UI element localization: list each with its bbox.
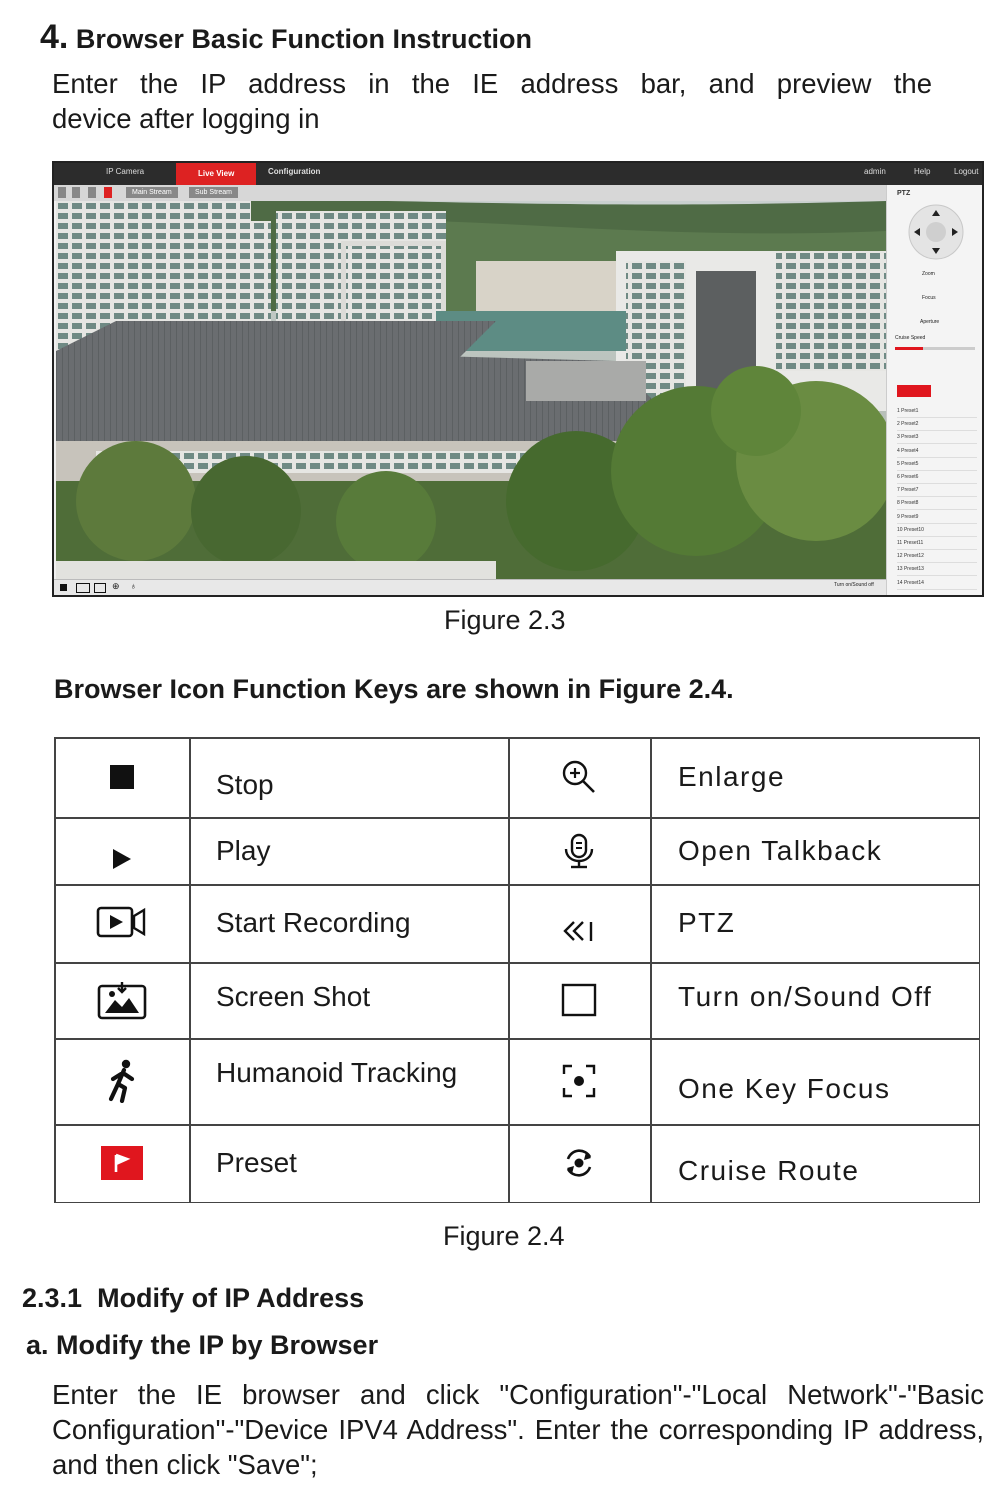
preset-name: Preset5 xyxy=(901,460,919,467)
preset-list-item[interactable] xyxy=(897,511,977,524)
preset-list-item[interactable] xyxy=(897,445,977,458)
table-label-open-talkback: Open Talkback xyxy=(678,834,883,866)
table-label-play: Play xyxy=(216,834,271,866)
cruise-route-icon xyxy=(508,1124,650,1202)
help-link[interactable]: Help xyxy=(914,167,931,176)
ptz-panel-label: PTZ xyxy=(897,190,911,197)
record-icon xyxy=(54,884,189,962)
logout-link[interactable]: Logout xyxy=(954,167,979,176)
play-icon xyxy=(54,825,189,892)
preset-index: 8 xyxy=(897,500,902,507)
zoom-in-icon[interactable]: ⊕ xyxy=(112,581,120,591)
main-stream-button[interactable]: Main Stream xyxy=(126,187,178,198)
preset-list-item[interactable] xyxy=(897,537,977,550)
preset-list-item[interactable] xyxy=(897,431,977,444)
preset-name: Preset9 xyxy=(901,513,919,520)
preset-list-item[interactable] xyxy=(897,524,977,537)
table-label-stop: Stop xyxy=(216,769,274,800)
screenshot-icon[interactable] xyxy=(94,583,106,593)
cruise-speed-slider[interactable] xyxy=(895,347,975,350)
table-label-ptz: PTZ xyxy=(678,907,736,938)
preset-list-item[interactable] xyxy=(897,405,977,418)
subsection-heading xyxy=(22,1283,364,1314)
live-view-screenshot xyxy=(52,161,984,597)
checkbox-icon xyxy=(508,962,650,1038)
layout-4-icon[interactable] xyxy=(72,187,80,198)
layout-9-icon[interactable] xyxy=(88,187,96,198)
section-heading xyxy=(40,18,532,57)
preset-name: Preset6 xyxy=(901,474,919,480)
focus-control-label[interactable]: Focus xyxy=(922,295,936,301)
microphone-icon xyxy=(508,817,650,884)
subsection-title: Modify of IP Address xyxy=(97,1283,365,1313)
preset-name: Preset3 xyxy=(901,434,919,441)
preset-name: Preset11 xyxy=(903,540,924,546)
sound-toggle-label[interactable]: Turn on/Sound off xyxy=(834,582,874,588)
screenshot-icon xyxy=(54,962,189,1038)
preset-index: 5 xyxy=(897,460,902,467)
tab-configuration[interactable]: Configuration xyxy=(268,167,321,176)
table-label-one-key-focus: One Key Focus xyxy=(678,1073,891,1104)
table-label-start-recording: Start Recording xyxy=(216,907,411,938)
user-label[interactable]: admin xyxy=(864,167,886,176)
icon-keys-heading: Browser Icon Function Keys are shown in Figure 2.4. xyxy=(54,674,734,704)
record-status-icon[interactable] xyxy=(104,187,112,198)
preset-index: 12 xyxy=(897,553,904,560)
microphone-icon[interactable]: ♁ xyxy=(130,581,137,591)
preset-list-item[interactable] xyxy=(897,471,977,484)
ptz-direction-pad[interactable] xyxy=(907,203,965,261)
section-number: 4. xyxy=(40,18,69,56)
preset-name: Preset2 xyxy=(901,421,919,428)
ptz-panel xyxy=(886,185,983,595)
camera-video-feed[interactable] xyxy=(56,201,886,579)
icon-function-table xyxy=(54,737,980,1203)
preset-flag-icon xyxy=(54,1124,189,1202)
table-label-humanoid-tracking: Humanoid Tracking xyxy=(216,1057,458,1088)
preset-index: 10 xyxy=(897,526,904,533)
preset-list-item[interactable] xyxy=(897,458,977,471)
preset-index: 7 xyxy=(897,487,902,494)
stop-icon xyxy=(54,737,189,817)
running-person-icon xyxy=(54,1038,189,1124)
intro-line-1: Enter the IP address in the IE address bar, and preview the xyxy=(52,68,932,99)
preset-name: Preset8 xyxy=(901,500,919,507)
table-label-preset: Preset xyxy=(216,1147,297,1178)
preset-index: 9 xyxy=(897,513,902,520)
table-label-sound-toggle: Turn on/Sound Off xyxy=(678,981,933,1012)
preset-name: Preset13 xyxy=(903,566,924,573)
preset-list-item[interactable] xyxy=(897,577,977,590)
tab-live-view[interactable]: Live View xyxy=(176,163,256,185)
preset-index: 14 xyxy=(897,579,904,586)
preset-index: 13 xyxy=(897,566,904,573)
preset-index: 3 xyxy=(897,434,902,441)
preset-name: Preset12 xyxy=(903,553,924,560)
app-top-bar xyxy=(54,163,982,185)
preset-name: Preset4 xyxy=(901,447,919,454)
subsection-number: 2.3.1 xyxy=(22,1283,83,1313)
ptz-collapse-icon xyxy=(508,892,650,970)
intro-line-2: device after logging in xyxy=(52,103,320,134)
video-toolbar xyxy=(54,579,886,596)
figure-2-3-caption: Figure 2.3 xyxy=(444,605,566,635)
preset-name: Preset7 xyxy=(901,487,919,494)
preset-index: 2 xyxy=(897,421,902,428)
preset-name: Preset10 xyxy=(903,526,924,533)
zoom-control-label[interactable]: Zoom xyxy=(922,271,935,277)
preset-list-item[interactable] xyxy=(897,484,977,497)
preset-name: Preset1 xyxy=(901,408,919,414)
table-label-cruise-route: Cruise Route xyxy=(678,1155,860,1186)
section-title: Browser Basic Function Instruction xyxy=(75,24,532,54)
preset-index: 1 xyxy=(897,408,902,414)
preset-tab[interactable] xyxy=(897,385,931,397)
stream-bar xyxy=(54,185,886,201)
subsubsection-heading: a. Modify the IP by Browser xyxy=(26,1330,379,1360)
figure-2-4-caption: Figure 2.4 xyxy=(443,1221,565,1251)
preset-list-item[interactable] xyxy=(897,563,977,576)
aperture-control-label[interactable]: Aperture xyxy=(920,319,940,325)
table-label-screen-shot: Screen Shot xyxy=(216,981,371,1012)
layout-1-icon[interactable] xyxy=(58,187,66,198)
table-label-enlarge: Enlarge xyxy=(678,761,786,792)
preset-list-item[interactable] xyxy=(897,497,977,510)
sub-stream-button[interactable]: Sub Stream xyxy=(189,187,238,198)
record-icon[interactable] xyxy=(76,583,90,593)
cruise-speed-label: Cruise Speed xyxy=(895,335,926,341)
preset-list-item[interactable] xyxy=(897,418,977,431)
tab-ip-camera[interactable]: IP Camera xyxy=(106,167,145,176)
focus-target-icon xyxy=(508,1038,650,1124)
preset-index: 6 xyxy=(897,474,902,480)
body-paragraph: Enter the IE browser and click "Configuration"-"Local Network"-"Basic Configuration"-"Device IPV4 Address". Enter the corresponding IP address, and then click "Save"; xyxy=(52,1379,984,1480)
stop-icon[interactable] xyxy=(60,584,67,591)
preset-list-item[interactable] xyxy=(897,550,977,563)
preset-name: Preset14 xyxy=(903,579,924,586)
zoom-in-icon xyxy=(508,737,650,817)
preset-index: 4 xyxy=(897,447,902,454)
preset-index: 11 xyxy=(897,540,904,546)
